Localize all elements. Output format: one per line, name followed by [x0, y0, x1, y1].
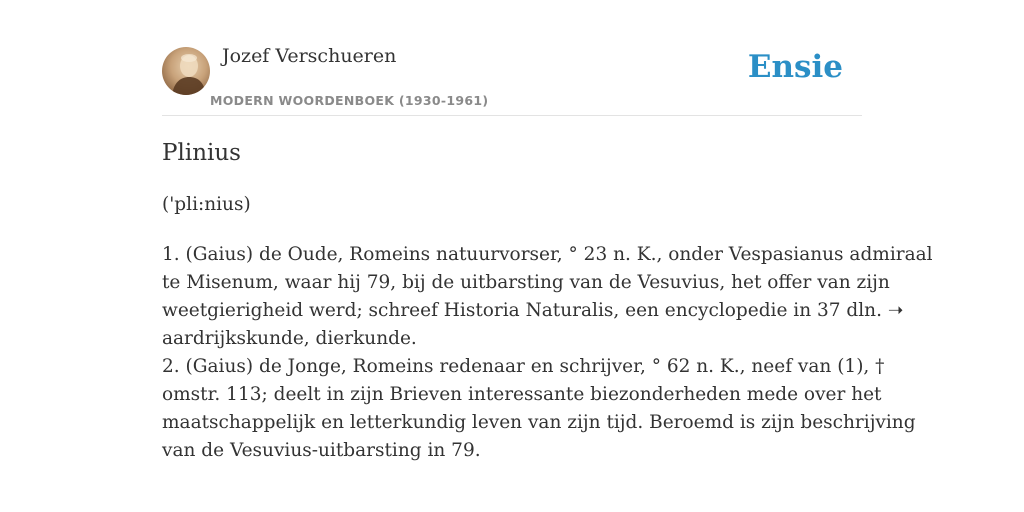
definition-line: 2. (Gaius) de Jonge, Romeins redenaar en schrijver, ° 62 n. K., neef van (1), † — [162, 356, 885, 377]
entry-definition — [162, 241, 933, 465]
author-name[interactable]: Jozef Verschueren — [222, 45, 397, 67]
definition-line: te Misenum, waar hij 79, bij de uitbarsting van de Vesuvius, het offer van zijn — [162, 272, 890, 293]
definition-line: maatschappelijk en letterkundig leven van zijn tijd. Beroemd is zijn beschrijving — [162, 412, 916, 433]
source-label: MODERN WOORDENBOEK (1930-1961) — [210, 93, 489, 108]
entry-title: Plinius — [162, 140, 241, 166]
ensie-logo[interactable]: Ensie — [747, 49, 843, 85]
author-avatar[interactable] — [162, 47, 210, 95]
definition-line: weetgierigheid werd; schreef Historia Naturalis, een encyclopedie in 37 dln. ➝ — [162, 300, 904, 321]
definition-line: van de Vesuvius-uitbarsting in 79. — [162, 440, 481, 461]
definition-line: aardrijkskunde, dierkunde. — [162, 328, 417, 349]
definition-line: 1. (Gaius) de Oude, Romeins natuurvorser, ° 23 n. K., onder Vespasianus admiraal — [162, 244, 933, 265]
definition-line: omstr. 113; deelt in zijn Brieven interessante biezonderheden mede over het — [162, 384, 882, 405]
author-portrait-icon — [162, 47, 210, 95]
entry-pronunciation: ('pli:nius) — [162, 194, 251, 215]
header-divider — [162, 115, 862, 116]
